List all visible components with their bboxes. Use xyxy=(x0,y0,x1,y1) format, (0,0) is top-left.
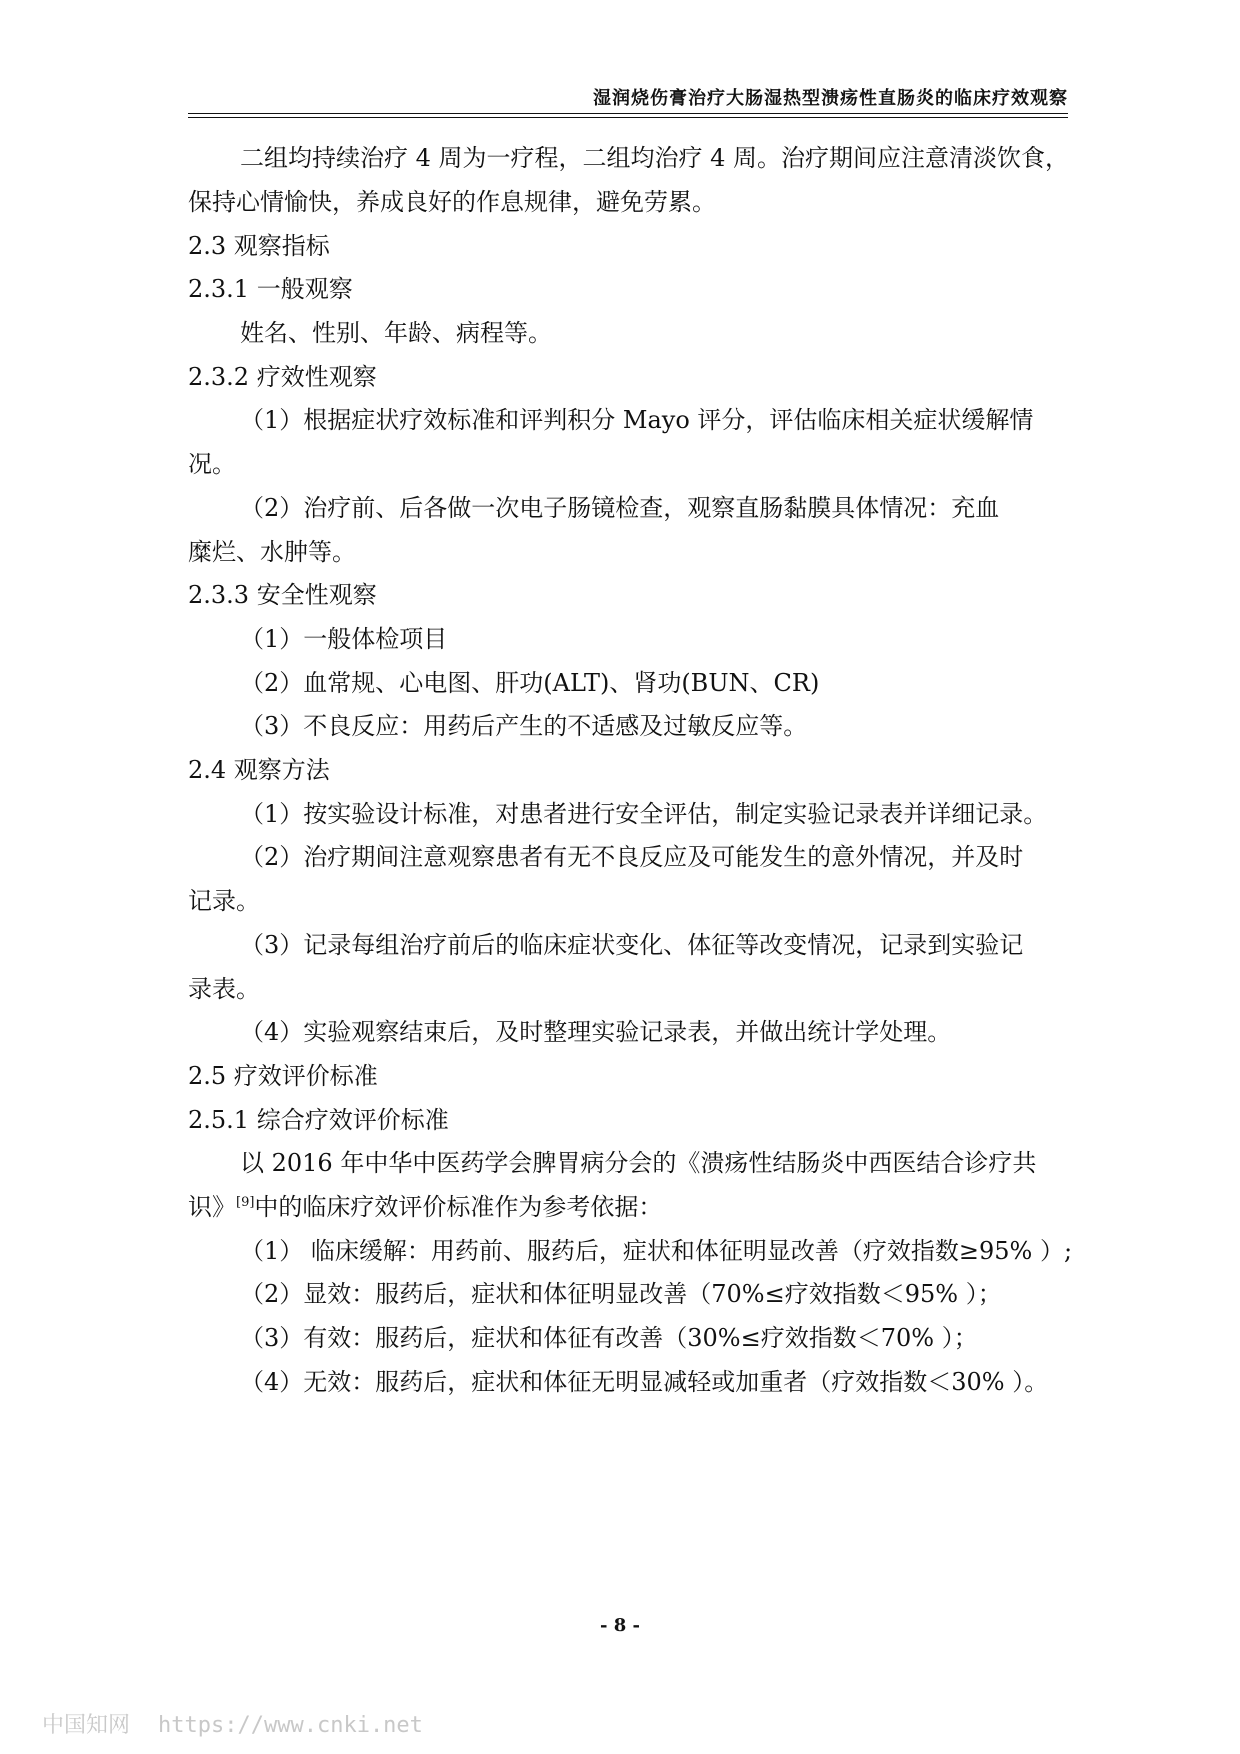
body-line: 姓名、性别、年龄、病程等。 xyxy=(240,319,552,347)
body-line: 糜烂、水肿等。 xyxy=(188,538,356,566)
body-line: 二组均持续治疗 4 周为一疗程，二组均治疗 4 周。治疗期间应注意清淡饮食， xyxy=(240,144,1070,172)
body-line: （3）不良反应：用药后产生的不适感及过敏反应等。 xyxy=(240,712,808,740)
running-header: 湿润烧伤膏治疗大肠湿热型溃疡性直肠炎的临床疗效观察 xyxy=(593,88,1068,109)
criteria-item: （4）无效：服药后，症状和体征无明显减轻或加重者（疗效指数＜30% ）。 xyxy=(240,1368,1049,1396)
criteria-item: （2）显效：服药后，症状和体征明显改善（70%≤疗效指数＜95% ）； xyxy=(240,1280,1002,1308)
watermark-url: https://www.cnki.net xyxy=(158,1713,423,1738)
subsection-heading: 2.3.3 安全性观察 xyxy=(188,581,377,609)
body-line: （4）实验观察结束后，及时整理实验记录表，并做出统计学处理。 xyxy=(240,1018,952,1046)
subsection-heading: 2.3.1 一般观察 xyxy=(188,275,353,303)
header-rule xyxy=(188,113,1068,118)
body-line: （1）根据症状疗效标准和评判积分 Mayo 评分，评估临床相关症状缓解情 xyxy=(240,406,1034,434)
body-line: （3）记录每组治疗前后的临床症状变化、体征等改变情况，记录到实验记 xyxy=(240,931,1024,959)
body-text: 中的临床疗效评价标准作为参考依据： xyxy=(254,1193,663,1221)
body-line: 况。 xyxy=(188,450,236,478)
body-line: （2）血常规、心电图、肝功(ALT)、肾功(BUN、CR) xyxy=(240,669,820,697)
body-line: （1）一般体检项目 xyxy=(240,625,448,653)
criteria-item: （3）有效：服药后，症状和体征有改善（30%≤疗效指数＜70% ）； xyxy=(240,1324,978,1352)
subsection-heading: 2.5.1 综合疗效评价标准 xyxy=(188,1106,449,1134)
body-line: （2）治疗前、后各做一次电子肠镜检查，观察直肠黏膜具体情况：充血 xyxy=(240,494,1000,522)
body-line-with-citation xyxy=(188,1192,1068,1222)
body-text: 识》 xyxy=(188,1193,236,1221)
body-line: 录表。 xyxy=(188,975,260,1003)
citation-marker: [9] xyxy=(236,1195,255,1210)
criteria-item: （1） 临床缓解：用药前、服药后，症状和体征明显改善（疗效指数≥95% ）; xyxy=(240,1237,1073,1265)
watermark-brand: 中国知网 xyxy=(42,1713,131,1738)
body-line: 保持心情愉快，养成良好的作息规律，避免劳累。 xyxy=(188,188,716,216)
subsection-heading: 2.3.2 疗效性观察 xyxy=(188,363,377,391)
section-heading: 2.3 观察指标 xyxy=(188,232,330,260)
section-heading: 2.4 观察方法 xyxy=(188,756,330,784)
body-line: （2）治疗期间注意观察患者有无不良反应及可能发生的意外情况，并及时 xyxy=(240,843,1024,871)
body-line: （1）按实验设计标准，对患者进行安全评估，制定实验记录表并详细记录。 xyxy=(240,800,1048,828)
watermark xyxy=(42,1708,423,1739)
body-line: 以 2016 年中华中医药学会脾胃病分会的《溃疡性结肠炎中西医结合诊疗共 xyxy=(240,1149,1037,1177)
page-number: - 8 - xyxy=(600,1615,640,1636)
section-heading: 2.5 疗效评价标准 xyxy=(188,1062,378,1090)
body-line: 记录。 xyxy=(188,887,260,915)
